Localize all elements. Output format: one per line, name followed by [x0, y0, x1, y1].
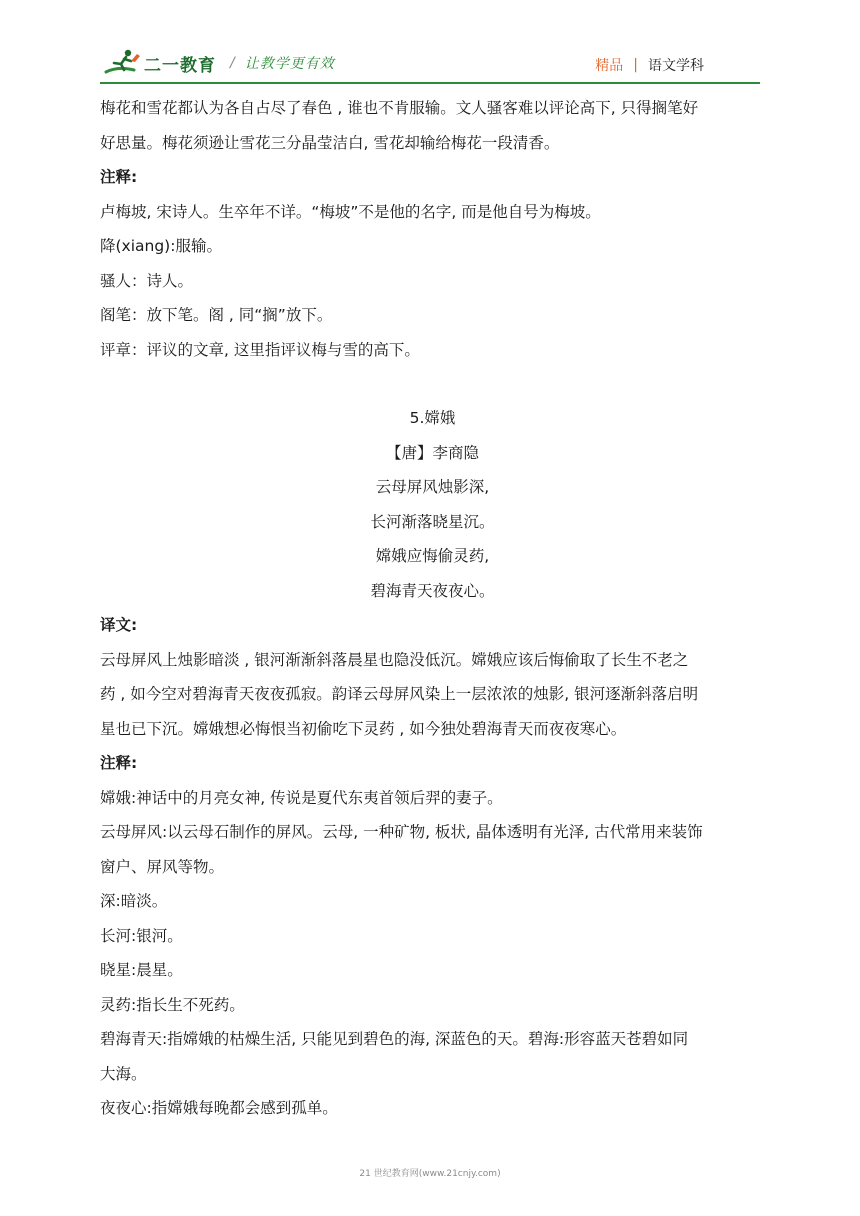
slogan: 让教学更有效: [244, 56, 335, 72]
poem-author: 【唐】李商隐: [385, 443, 479, 462]
note-line: 深:暗淡。: [100, 892, 168, 910]
prev-translation-line: 梅花和雪花都认为各自占尽了春色 , 谁也不肯服输。文人骚客难以评论高下, 只得搁笔好: [100, 99, 699, 117]
logo-text: 二一教育: [144, 55, 216, 76]
prev-translation-line: 好思量。梅花须逊让雪花三分晶莹洁白, 雪花却输给梅花一段清香。: [100, 133, 560, 152]
runner-logo-icon: [104, 48, 142, 78]
poem-line: 云母屏风烛影深,: [375, 478, 490, 496]
page-footer: 21 世纪教育网(www.21cnjy.com): [359, 1169, 501, 1179]
poem-line: 长河渐落晓星沉。: [370, 512, 495, 531]
site-logo: [104, 48, 335, 78]
slogan-divider: /: [230, 55, 235, 71]
document-body: [100, 91, 765, 1126]
translation-heading: 译文:: [100, 616, 138, 634]
prev-note: 降(xiang):服输。: [100, 237, 222, 255]
header-tags: [595, 55, 704, 75]
poem-title: 5.嫦娥: [409, 409, 456, 427]
header-rule: [100, 82, 760, 84]
note-line: 嫦娥:神话中的月亮女神, 传说是夏代东夷首领后羿的妻子。: [100, 788, 503, 807]
prev-note: 卢梅坡, 宋诗人。生卒年不详。“梅坡”不是他的名字, 而是他自号为梅坡。: [100, 202, 601, 221]
page-header: [0, 0, 860, 84]
prev-notes-heading: 注释:: [100, 168, 138, 186]
notes-heading: 注释:: [100, 754, 138, 772]
quality-tag: 精品: [595, 58, 624, 74]
tag-divider: |: [633, 57, 638, 73]
note-line: 大海。: [100, 1064, 147, 1083]
translation-line: 星也已下沉。嫦娥想必悔恨当初偷吃下灵药 , 如今独处碧海青天而夜夜寒心。: [100, 719, 627, 738]
poem-line: 嫦娥应悔偷灵药,: [375, 547, 490, 565]
note-line: 云母屏风:以云母石制作的屏风。云母, 一种矿物, 板状, 晶体透明有光泽, 古代常用来装饰: [100, 823, 703, 841]
subject-tag: 语文学科: [648, 58, 704, 74]
note-line: 窗户、屏风等物。: [100, 857, 225, 876]
translation-line: 云母屏风上烛影暗淡 , 银河渐渐斜落晨星也隐没低沉。嫦娥应该后悔偷取了长生不老之: [100, 650, 689, 669]
note-line: 碧海青天:指嫦娥的枯燥生活, 只能见到碧色的海, 深蓝色的天。碧海:形容蓝天苍碧如同: [100, 1030, 689, 1048]
section-gap: [100, 367, 765, 401]
note-line: 晓星:晨星。: [100, 961, 183, 979]
translation-line: 药 , 如今空对碧海青天夜夜孤寂。韵译云母屏风染上一层浓浓的烛影, 银河逐渐斜落启明: [100, 685, 699, 703]
prev-note: 评章：评议的文章, 这里指评议梅与雪的高下。: [100, 340, 420, 359]
prev-note: 阁笔：放下笔。阁 , 同“搁”放下。: [100, 306, 333, 324]
note-line: 长河:银河。: [100, 926, 183, 945]
poem-line: 碧海青天夜夜心。: [370, 581, 495, 600]
note-line: 夜夜心:指嫦娥每晚都会感到孤单。: [100, 1099, 338, 1117]
note-line: 灵药:指长生不死药。: [100, 995, 245, 1014]
prev-note: 骚人：诗人。: [100, 271, 194, 290]
